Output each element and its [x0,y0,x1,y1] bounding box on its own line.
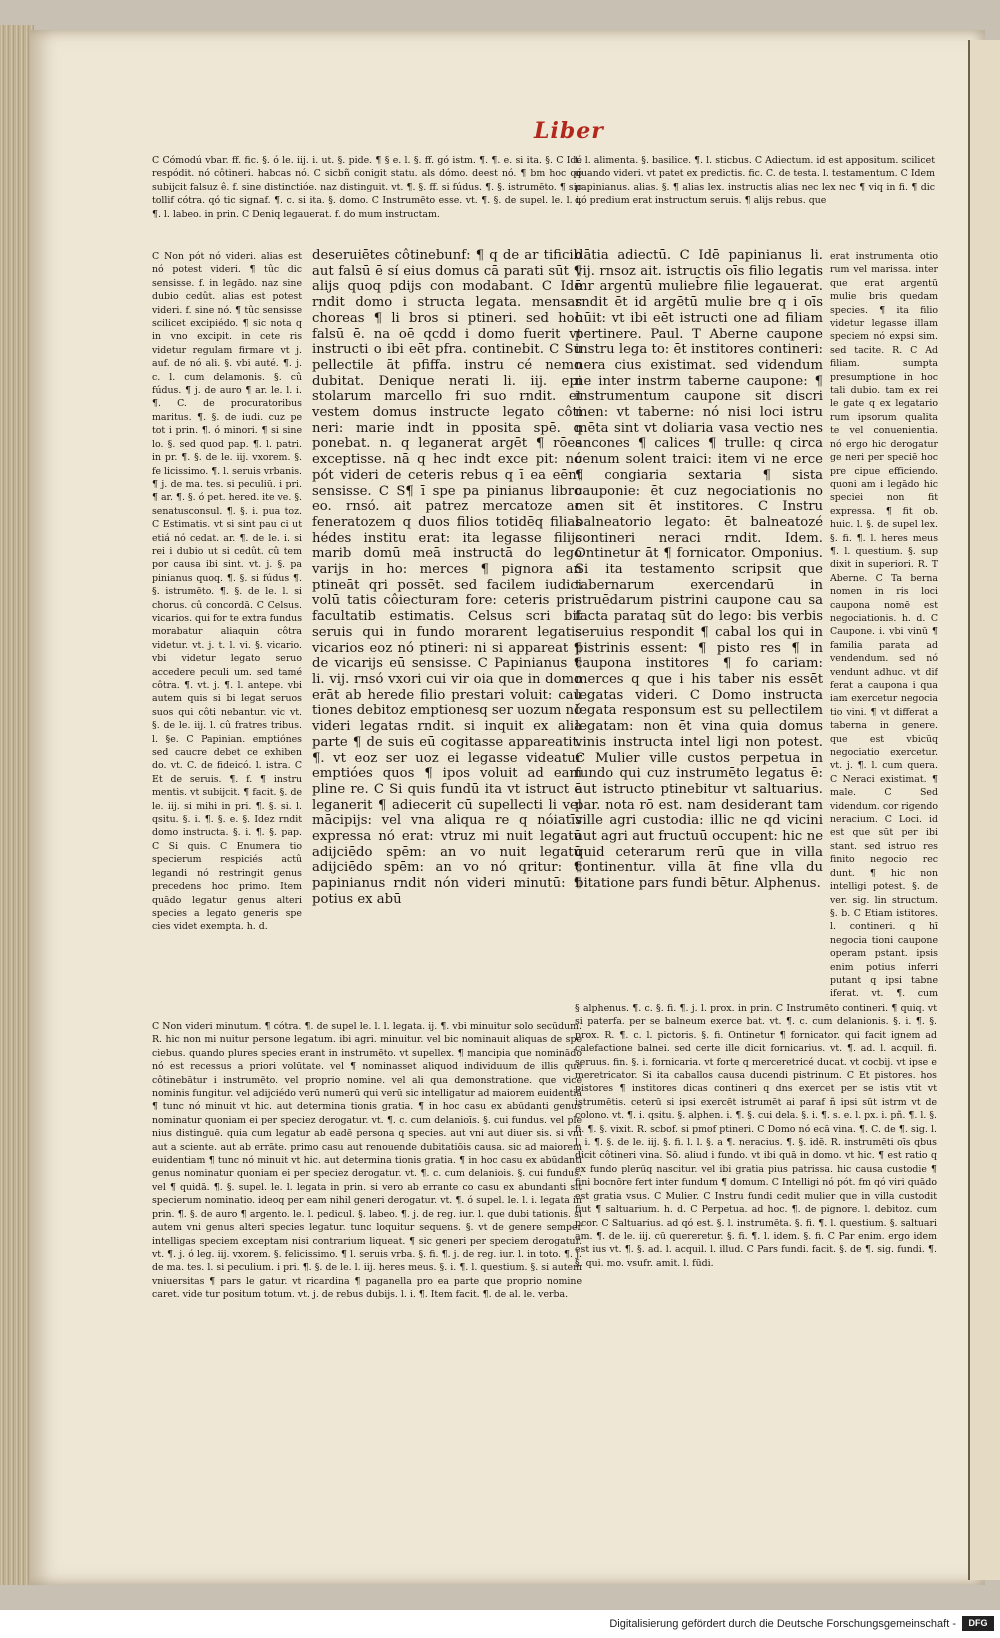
gloss-top-left: C Cómodú vbar. ff. fic. §. ó le. iij. i. ut. §. pide. ¶ § e. l. §. ff. gó istm. ¶. ¶. e. si ita. §. C Idé respódit. nó côtineri. habcas nó. C sicbñ conigit statu. als dómo. deest nó. ¶ bm hoc qó subijcit falsuz ê. f. sine distinctióe. naz distinguit. vt. ¶. §. ff. si fúdus. ¶. §. istrumēto. ¶ sic tollif cótra. qó tic signaf. ¶. c. si ita. §. domo. C Instrumēto esse. vt. ¶. §. de supel. le. l. i. ¶. l. labeo. in prin. C Deniq legauerat. f. do mum instructam. [152,155,582,220]
gloss-bottom-right: § alphenus. ¶. c. §. fi. ¶. j. l. prox. in prin. C Instrumēto contineri. ¶ quiq. vt si paterfa. per se balneum exerce bat. vt. ¶. c. cum delanionis. §. i. ¶. §. prox. R. ¶. c. l. pictoris. §. fi. Ontinetur ¶ fornicator. qui facit ignem ad calefactione balnei. sed certe ille dicit fornicarius. vt. ¶. ad. l. acquil. fi. seruus. fin. §. i. fornicaria. vt forte q merceretricé ducat. vt cocbij. vt ipse e meretricator. Si ita caballos causa ducendi pistrinum. C Et pistores. hos pistores ¶ institores dicas contineri q dns exercet per se istis vtit vt istrumētis. ceterū si ipsi exercēt istrumēt ai paraf ñ ipsi sūt istrm vt de colono. vt. ¶. i. qsitu. §. alphen. i. ¶. §. cui dela. §. i. ¶. s. e. l. px. i. pñ. ¶. l. §. fi. ¶. §. vixit. R. scbof. si pmof ptineri. C Domo nó ecā vina. ¶. C. de ¶. sig. l. l. i. ¶. §. de le. iij. §. fi. l. l. §. a ¶. neracius. ¶. §. idē. R. instrumēti oīs qbus dicit côtineri vina. Sō. aliud i fundo. vt ibi quā in domo. vt hic. ¶ est ratio q ex fundo plerūq nascitur. vel ibi gratia pius patrissa. hic causa custodie ¶ fini bocnōre fert inter fundum ¶ domum. C Intelligi nó pót. fm qó viri quādo est gratia vsus. C Mulier. C Instru fundi cedit mulier que in villa custodit fiut ¶ saltuarium. h. d. C Perpetua. ad hoc. ¶. de pignore. l. debitoz. cum pcor. C Saltuarius. ad qó est. §. l. instrumēta. §. fi. ¶. l. questium. §. saltuari am. ¶. de le. iij. cū quereretur. §. fi. ¶. l. idem. §. fi. C Par enim. ergo idem est ius vt. ¶. §. ad. l. acquil. l. illud. C Pars fundi. facit. §. de ¶. sig. fundi. ¶. §. qui. mo. vsufr. amit. l. fūdi. [575,1003,937,1269]
footer-bar [0,1610,1000,1638]
page-edges-left [0,25,34,1585]
gloss-bottom-left: C Non videri minutum. ¶ cótra. ¶. de supel le. l. l. legata. ij. ¶. vbi minuitur solo secūdum. R. hic non mi nuitur persone legatum. ibi agri. minuitur. vel bic nominauit aliquas de spe ciebus. quando plures species erant in instrumēto. vt supellex. ¶ mancipia que nominādo nó est recessus a priori volūtate. vel ¶ nominasset aliquod individuum de illis que côtinebātur i instrumēto. vel proprio nomine. vel ali qua demonstratione. que vice nominis fungitur. vel adijciédo verū numerū qui verū sic intelligatur ad maiorem euidentiā ¶ tunc nó minuit vt hic. aut determina tionis gratia. ¶ in hoc casu ex abūdanti genus nominatur quoniam ei per speciez derogatur. vt. ¶. c. cum delanioīs. §. cui fundus. vel ple nius distinguē. quia cum legatur ab eadē persona q species. aut vni aut diuer sis. si vni aut a sciente. aut ab errāte. primo casu aut renouende dubitatiōis causa. sic ad maiorem euidentiam ¶ tunc nó minuit vt hic. aut determina tionis gratia. ¶ in hoc casu ex abūdanti genus nominatur quoniam ei per speciez derogatur. vt. ¶. c. cum delaniois. §. cui fundus. vel ¶ quidā. ¶. §. supel. le. l. legata in prin. si vero ab errante co casu ex abundanti sit specierum nominatio. ideoq per eam nihil generi derogatur. vt. ¶. ó supel. le. l. i. legata in prin. ¶. §. de auro ¶ argento. le. l. pedicul. §. labeo. ¶. j. de reg. iur. l. que dubi tationis. si autem vni genus alteri species legatur. tunc loquitur sequens. §. vt de genere semper intelligas speciem exceptam nisi contrarium liqueat. ¶ sic generi per speciem derogatur. vt. ¶. j. ó leg. iij. vxorem. §. felicissimo. ¶ l. seruis vrba. §. fi. ¶. j. de reg. iur. l. in toto. ¶. j. de ma. tes. l. si peculium. i pri. ¶. §. de le. l. iij. heres meus. §. i. ¶. l. questium. §. si autem vniuersitas ¶ pars le gatur. vt ricardina ¶ paganella pro ea parte que proprio nomine caret. vide tur positum totum. vt. j. de rebus dubijs. l. i. ¶. Item facit. ¶. de al. le. verba. [152,1021,582,1301]
main-text-right: dātia adiectū. C Idē papinianus li. vij. rnsoz ait. istructis oīs filio legatis mr argentū mulieb̄re filie legauerat. rndit ēt id argētū mulie bre q i oīs hūit: vt ibi eēt istructi one ad filiam pertinere. Paul. T Aberne caupone instru lega to: ēt institores contineri: nera cius existimat. sed videndum ne inter instrm taberne caupone: ¶ instrumentum caupone sit discri men: vt taberne: nó nisi loci istru mēta sint vt doliaria vasa vectio nes ancones ¶ calices ¶ trulle: q circa cenum solent traici: item vi ne erce ¶ congiaria sextaria ¶ sista cauponie: ēt cuz negociationis no men sit ēt institores. C Instru balneatorio legato: ēt balneatozé contineri neraci rndit. Idem. Ontinetur āt ¶ fornicator. Omponius. Si ita testamento scripsit que tabernarum exercendarū in struēdarum pistrini caupone cau sa facta parataq sūt do lego: bis verbis seruius respondit ¶ cabal los qui in pistrinis essent: ¶ pisto res ¶ in caupona institores ¶ fo cariam: merces q que i his taber nis essēt legatas videri. C Domo instructa legata responsum est su pellectilem legatam: non ēt vina quia domus vinis instructa intel ligi non potest. C Mulier ville custos perpetua in fundo qui cuz instrumēto legatus ē: aut istructo ptinebitur vt saltuarius. par. nota rō est. nam desiderant tam ville agri custodia: illic ne qd vicini aut agri aut fructuū occupent: hic ne quid ceterarum rerū que in villa continentur. villa āt fine vlla du bitatione pars fundi bētur. Alphenus. [575,248,823,892]
gloss-left-narrow: C Non pót nó videri. alias est nó potest videri. ¶ tûc dic sensisse. f. in legādo. naz sine dubio cedût. alias est potest videri. f. sine nó. ¶ tûc sensisse scilicet excipiédo. ¶ sic nota q in vno excipit. in cete ris videtur regulam firmare vt j. auf. de nó ali. §. vbi auté. ¶. j. c. l. cum delamonis. §. cû fúdus. ¶ j. de auro ¶ ar. le. l. i. ¶. C. de procuratoribus maritus. ¶. §. de iudi. cuz pe tot i prin. ¶. ó minori. ¶ si sine lo. §. sed quod pap. ¶. l. patri. in pr. ¶. §. de le. iij. vxorem. §. fe licissimo. ¶. l. seruis vrbanis. ¶ j. de ma. tes. si peculiū. i pri. ¶ ar. ¶. §. ó pet. hered. ite ve. §. senatusconsul. ¶. §. i. pua toz. C Estimatis. vt si sint pau ci ut etiá nó cedat. ar. ¶. de le. i. si rei i dubio ut si cedût. cû tem por causa ibi sint. vt. j. §. pa pinianus quoq. ¶. §. si fúdus ¶. §. istrumēto. ¶. §. de le. l. si chorus. cû concordā. C Celsus. vicarios. qui for te extra fundus morabatur aliaquin côtra videtur. vt. j. t. l. vi. §. vicario. vbi videtur legato seruo accedere peculi um. sed tamé côtra. ¶. vt. j. ¶. l. antepe. vbi autem quis si bi legat seruos suos qui côti nebantur. vic vt. §. de le. iij. l. cû fratres tribus. l. §e. C Papinian. emptiónes sed caucre debet ce exhiben do. vt. C. de fideicó. l. istra. C Et de seruis. ¶. f. ¶ instru mentis. vt subijcit. ¶ facit. §. de le. iij. si mihi in pri. ¶. §. si. l. qsitu. §. i. ¶. §. e. §. Idez rndit domo instructa. §. i. ¶. §. pap. C Si quis. C Enumera tio specierum respiciés actû legandi nó restringit genus precedens hoc primo. Item quādo legatur genus alteri species a legato generis spe cies videt exempta. h. d. [152,251,302,933]
funding-credit: Digitalisierung gefördert durch die Deutsche Forschungsgemeinschaft - [609,1618,956,1630]
gloss-right-narrow: erat instrumenta otio rum vel marissa. inter que erat argentū mulie bris quedam species. ¶ ita filio videtur legasse illam speciem nó expsi sim. sed tacite. R. C Ad filiam. sumpta presumptione in hoc tali dubio. tam ex rei le gate q ex legatario rum ipsorum qualita te vel conuenientia. nó ergo hic derogatur ge neri per speciē hoc pre cipue efficiendo. quoni am i legādo hic speciei non fit expressa. ¶ fit ob. huic. l. §. de supel lex. §. fi. ¶. l. heres meus ¶. l. questium. §. sup dixit in superiori. R. T Aberne. C Ta berna nomen in ris loci caupona nomē est negociationis. h. d. C Caupone. i. vbi vinū ¶ familia parata ad vendendum. sed nó vendunt adhuc. vt dif ferat a caupona i qua iam exercetur negocia tio vini. ¶ vt differat a taberna in genere. que est vbicūq negociatio exercetur. vt. j. ¶. l. cum quera. C Neraci existimat. ¶ male. C Sed videndum. cor rigendo neracium. C Loci. id est que sūt per ibi stant. sed istruo res finito negocio rec dunt. ¶ hic non intelligi potest. §. de ver. sig. lin structum. §. b. C Etiam istitores. l. contineri. q hī negocia tioni caupone operam pstant. ipsis enim potius inferri putant q ipsi tabne iferat. vt. ¶. cum [830,251,938,1000]
facing-page-edge [968,40,1000,1580]
main-text-middle: deseruiētes côtinebunf: ¶ q de ar tificib aut falsū ē sí eius domus cā parati sūt ¶ alijs quoq pdijs con modabant. C Idē rndit domo i structa legata. mensas choreas ¶ li bros si ptineri. sed hoc falsū ē. na oē qcdd i domo fuerit vt instructi o ibi eēt pfra. continebit. C Su pellectile āt pfiffa. instru cé nemo dubitat. Denique nerati li. iij. epi stolarum marcello fri suo rndit. et vestem domus instructe legato côti neri: marie indt in pposita spē. q ponebat. n. q leganerat argēt ¶ rōes exceptisse. nā q hec indt exce pit: nó pót videri de ceteris rebus q ī ea eēnt sensisse. C S¶ ī spe pa pinianus libro eo. rnsó. ait patrez mercatoze ac feneratozem q duos filios totidēq filias hédes institu erat: ita legasse filijs marib domū meā instructā do lego varijs in ho: merces ¶ pignora an ptineāt qri possēt. sed facilem iudici volū tatis côiecturam fore: ceteris pris facultatib estimatis. Celsus scri bit seruis qui in fundo morarent legatis vicarios eoz nó ptineri: ni si appareat ¶ de vicarijs eū sensisse. C Papinianus ¶ li. vij. rnsó vxori cui vir oia que in domo erāt ab herede filio prestari voluit: cau tiones debitoz emptionesq ser uozum nó videri legatas rndit. si inquit ex alia parte ¶ de suis eū cogitasse appareatit. ¶. vt eoz ser uoz ei legasse videatur emptióes quos ¶ ipos voluit ad eam pline re. C Si quis fundū ita vt istruct ē leganerit ¶ adiecerit cū supellecti li vel mācipijs: vel vna aliqua re q nóiatīs expressa nó erat: vtruz mi nuit legatū adijciēdo spēm: an vo nuit legatū adijciēdo spēm: an vo nó qritur: ¶ papinianus rndit nón videri minutū: ¶ potius ex abū [312,248,582,907]
running-title: Liber [534,118,604,144]
gloss-top-right: t. l. alimenta. §. basilice. ¶. l. sticbus. C Adiectum. id est appositum. scilicet quando videri. vt patet ex predictis. fic. C. de testa. l. testamentum. C Idem papinianus. alias. §. ¶ alias lex. instructis alias nec lex nec ¶ viq in fi. ¶ dic qó predium erat instructum seruis. ¶ alijs rebus. que [575,155,935,207]
dfg-logo: DFG [962,1616,994,1631]
book-page [30,30,985,1585]
